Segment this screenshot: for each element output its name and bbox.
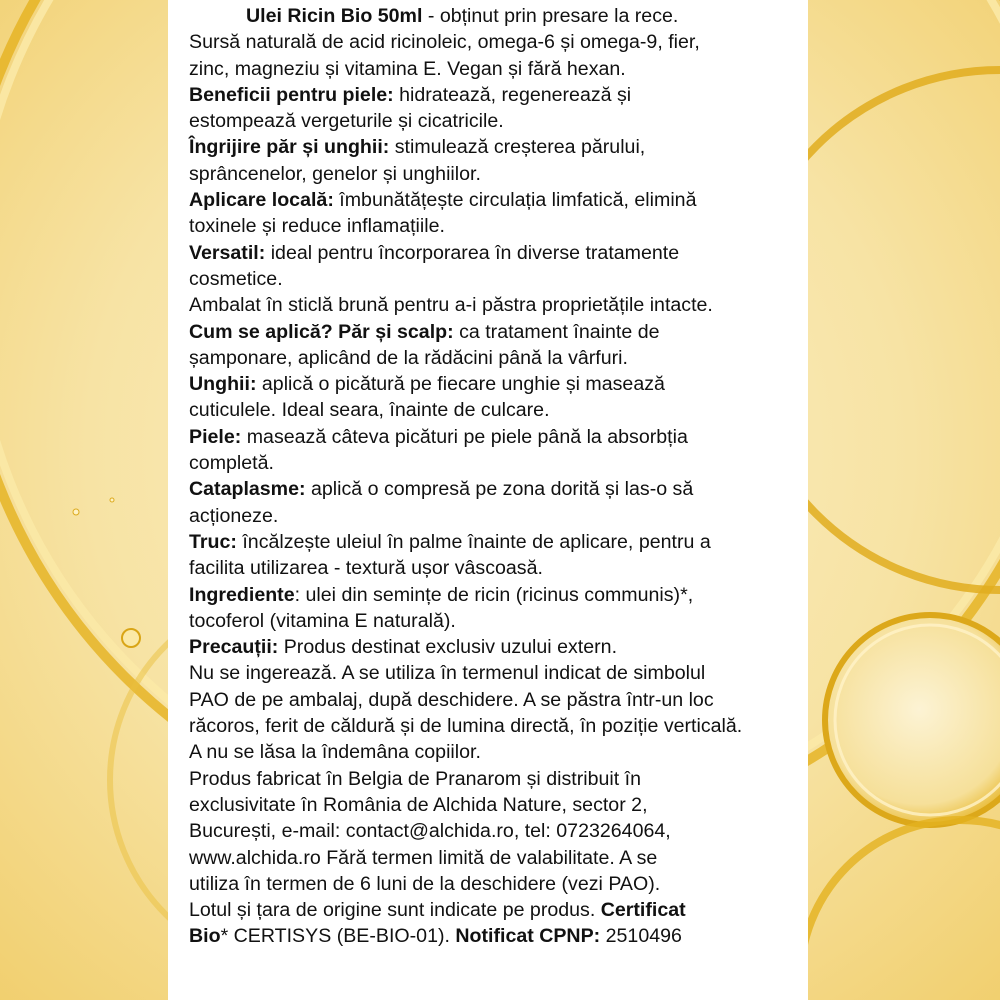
versatile-heading-line: Versatil: ideal pentru încorporarea în diverse tratamente [189, 241, 680, 264]
text-line: cuticulele. Ideal seara, înainte de culcare. [189, 399, 550, 422]
precautions-heading-line: Precauții: Produs destinat exclusiv uzului extern. [189, 636, 618, 659]
skin-heading-line: Piele: masează câteva picături pe piele până la absorbția [189, 425, 688, 448]
text-line: completă. [189, 452, 274, 475]
text-line: răcoros, ferit de căldură și de lumina directă, în poziție verticală. [189, 715, 743, 738]
product-description-panel [168, 0, 808, 1000]
text-line: facilita utilizarea - textură ușor vâscoasă. [189, 557, 543, 580]
text-line: sprâncenelor, genelor și unghiilor. [189, 162, 481, 185]
text-line: cosmetice. [189, 267, 283, 290]
text-line: estompează vergeturile și cicatricile. [189, 110, 504, 133]
text-line: tocoferol (vitamina E naturală). [189, 609, 456, 632]
text-line: exclusivitate în România de Alchida Nature, sector 2, [189, 793, 648, 816]
hair-nails-heading-line: Îngrijire păr și unghii: stimulează creșterea părului, [189, 136, 646, 159]
product-title-line: Ulei Ricin Bio 50ml - obținut prin presare la rece. [246, 5, 679, 27]
ingredients-heading-line: Ingrediente: ulei din semințe de ricin (ricinus communis)*, [189, 583, 694, 606]
how-to-apply-heading-line: Cum se aplică? Păr și scalp: ca tratament înainte de [189, 320, 660, 343]
certification-line: Bio* CERTISYS (BE-BIO-01). Notificat CPNP: 2510496 [189, 925, 682, 948]
local-application-heading-line: Aplicare locală: îmbunătățește circulația limfatică, elimină [189, 189, 697, 212]
product-name: Ulei Ricin Bio 50ml [246, 5, 423, 27]
text-line: utiliza în termen de 6 luni de la deschidere (vezi PAO). [189, 872, 661, 895]
text-line: acționeze. [189, 504, 279, 527]
benefits-heading-line: Beneficii pentru piele: hidratează, regenerează și [189, 83, 632, 106]
text-line: șamponare, aplicând de la rădăcini până la vârfuri. [189, 346, 628, 369]
tip-heading-line: Truc: încălzește uleiul în palme înainte de aplicare, pentru a [189, 530, 711, 553]
text-line: zinc, magneziu și vitamina E. Vegan și fără hexan. [189, 57, 626, 80]
text-line: Ambalat în sticlă brună pentru a-i păstra proprietățile intacte. [189, 294, 713, 317]
website-line: www.alchida.ro Fără termen limită de valabilitate. A se [189, 846, 658, 869]
lot-origin-line: Lotul și țara de origine sunt indicate pe produs. Certificat [189, 899, 686, 922]
text-line: Sursă naturală de acid ricinoleic, omega-6 și omega-9, fier, [189, 31, 700, 54]
contact-line: București, e-mail: contact@alchida.ro, tel: 0723264064, [189, 820, 671, 843]
text-line: Produs fabricat în Belgia de Pranarom și distribuit în [189, 767, 641, 790]
text-line: A nu se lăsa la îndemâna copiilor. [189, 741, 481, 764]
text-line: PAO de pe ambalaj, după deschidere. A se păstra într-un loc [189, 688, 714, 711]
description-text [189, 3, 808, 950]
poultice-heading-line: Cataplasme: aplică o compresă pe zona dorită și las-o să [189, 478, 694, 501]
text-line: toxinele și reduce inflamațiile. [189, 215, 445, 238]
nails-heading-line: Unghii: aplică o picătură pe fiecare unghie și masează [189, 373, 665, 396]
text-line: Nu se ingerează. A se utiliza în termenul indicat de simbolul [189, 662, 706, 685]
